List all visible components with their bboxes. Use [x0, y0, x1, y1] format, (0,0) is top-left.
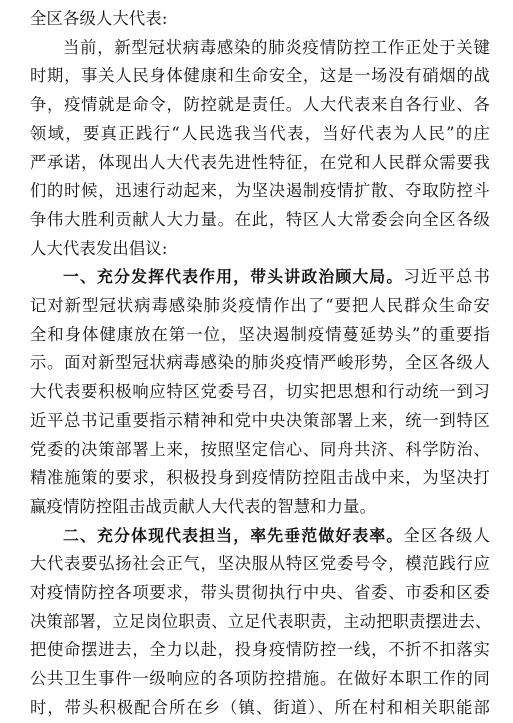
line-text: 严承诺，体现出人大代表先进性特征，在党和人民群众需要我 [30, 152, 490, 172]
line-text: 公共卫生事件一级响应的各项防控措施。在做好本职工作的同 [30, 669, 490, 689]
line-text: 争，疫情就是命令，防控就是责任。人大代表来自各行业、各 [30, 95, 490, 115]
line-text: 把使命摆进去，全力以赴，投身疫情防控一线，不折不扣落实 [30, 640, 490, 660]
text-line [30, 205, 490, 235]
text-line [30, 119, 490, 149]
text-line [30, 4, 168, 34]
line-text: 人大代表发出倡议: [30, 238, 168, 258]
text-line [30, 578, 490, 608]
text-line [30, 693, 490, 723]
line-text: 大代表要弘扬社会正气，坚决服从特区党委号令，模范践行应 [30, 554, 490, 574]
line-text: 精准施策的要求，积极投身到疫情防控阻击战中来，为坚决打 [30, 468, 490, 488]
line-text: 赢疫情防控阻击战贡献人大代表的智慧和力量。 [30, 496, 377, 516]
line-text: 当前，新型冠状病毒感染的肺炎疫情防控工作正处于关键 [63, 37, 490, 57]
line-text: 争伟大胜利贡献人大力量。在此，特区人大常委会向全区各级 [30, 209, 490, 229]
text-line [30, 234, 168, 264]
line-text: 全区各级人大代表: [30, 9, 168, 28]
text-line [30, 549, 490, 579]
text-line [30, 492, 376, 522]
line-text: 示。面对新型冠状病毒感染的肺炎疫情严峻形势，全区各级人 [30, 353, 490, 373]
text-line [30, 435, 490, 465]
line-text: 近平总书记重要指示精神和党中央决策部署上来，统一到特区 [30, 410, 490, 430]
text-line [30, 521, 490, 551]
text-line [30, 148, 490, 178]
section-heading: 一、充分发挥代表作用，带头讲政治顾大局。 [63, 267, 404, 287]
text-line [30, 377, 490, 407]
line-text: 决策部署，立足岗位职责、立足代表职责，主动把职责摆进去、 [30, 611, 492, 631]
text-line [30, 463, 490, 493]
line-text: 时期，事关人民身体健康和生命安全，这是一场没有硝烟的战 [30, 66, 490, 86]
line-text: 们的时候，迅速行动起来，为坚决遏制疫情扩散、夺取防控斗 [30, 181, 490, 201]
text-line [30, 33, 490, 63]
text-line [30, 607, 490, 637]
section-heading: 二、充分体现代表担当，率先垂范做好表率。 [63, 525, 404, 545]
text-line [30, 61, 490, 91]
line-text: 大代表要积极响应特区党委号召，切实把思想和行动统一到习 [30, 382, 490, 402]
text-line [30, 291, 490, 321]
line-text: 对疫情防控各项要求，带头贯彻执行中央、省委、市委和区委 [30, 583, 490, 602]
text-line [30, 320, 490, 350]
text-line [30, 176, 490, 206]
line-text: 全和身体健康放在第一位，坚决遏制疫情蔓延势头”的重要指 [30, 324, 490, 344]
text-line [30, 664, 490, 694]
line-text: 全区各级人 [403, 525, 490, 545]
line-text: 领域，要真正践行“人民选我当代表，当好代表为人民”的庄 [30, 123, 490, 143]
line-text: 记对新型冠状病毒感染肺炎疫情作出了“要把人民群众生命安 [30, 296, 490, 315]
text-line [30, 90, 490, 120]
line-text: 时，带头积极配合所在乡（镇、街道）、所在村和相关职能部 [30, 697, 490, 717]
text-line [30, 635, 490, 665]
text-line [30, 262, 490, 292]
text-line [30, 406, 490, 436]
line-text: 习近平总书 [403, 267, 490, 287]
line-text: 党委的决策部署上来，按照坚定信心、同舟共济、科学防治、 [30, 439, 490, 459]
text-line [30, 348, 490, 378]
